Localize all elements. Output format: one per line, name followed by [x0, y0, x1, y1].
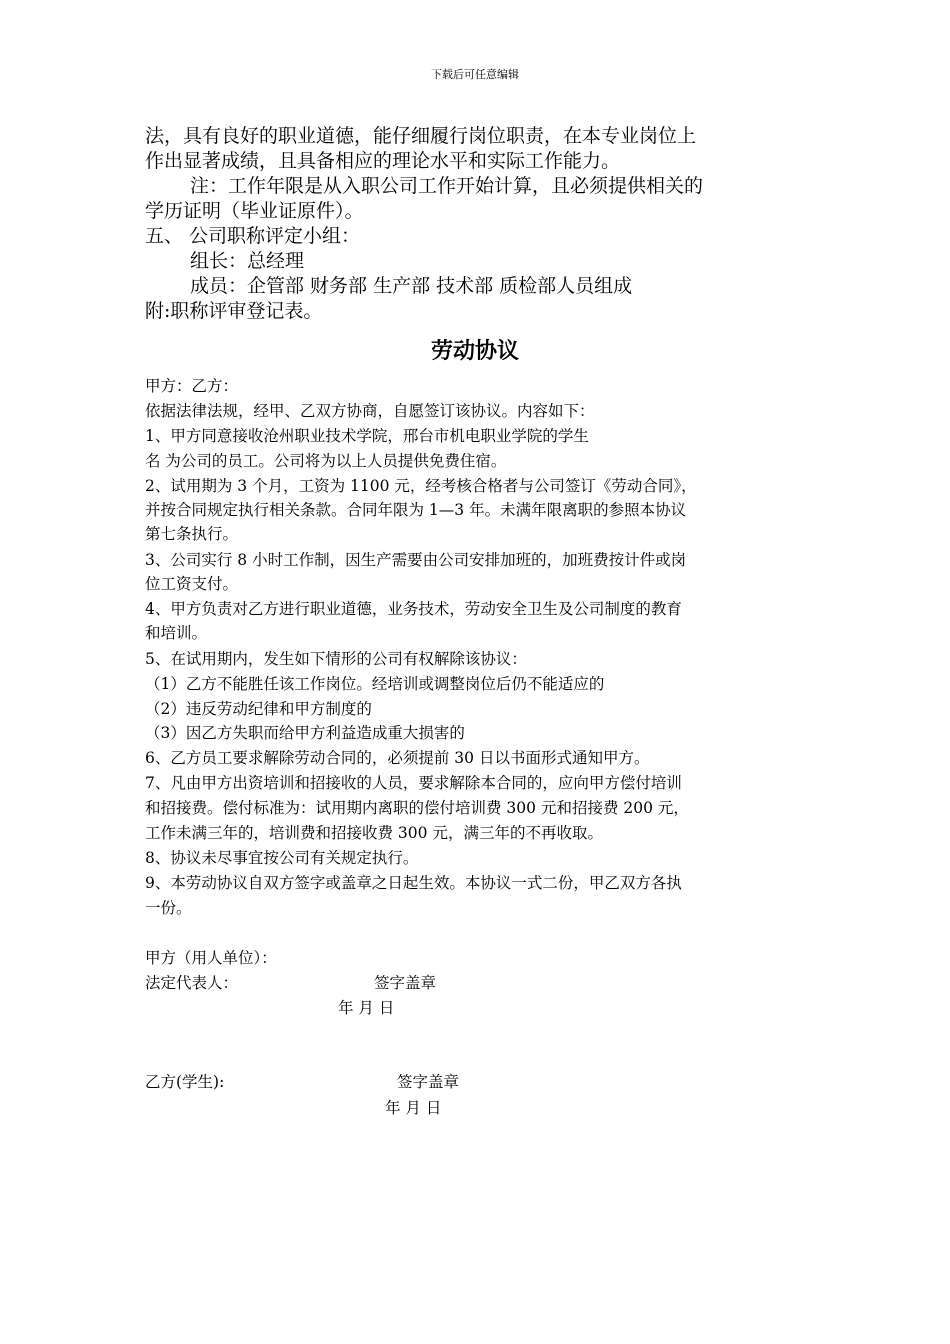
legal-rep-label: 法定代表人：	[145, 974, 239, 992]
text-line: 位工资支付。	[145, 575, 239, 593]
text-line: 一份。	[145, 899, 192, 917]
party-b-label: 乙方(学生):	[145, 1073, 225, 1091]
text-line: 学历证明（毕业证原件）。	[145, 200, 364, 222]
text-line: 法，具有良好的职业道德，能仔细履行岗位职责，在本专业岗位上	[145, 125, 697, 147]
clause-3: 3、公司实行 8 小时工作制，因生产需要由公司安排加班的，加班费按计件或岗	[145, 551, 687, 569]
clause-4: 4、甲方负责对乙方进行职业道德，业务技术，劳动安全卫生及公司制度的教育	[145, 600, 682, 618]
sub-clause: （3）因乙方失职而给甲方利益造成重大损害的	[145, 724, 465, 742]
sub-clause: （2）违反劳动纪律和甲方制度的	[145, 700, 372, 718]
date-b: 年 月 日	[385, 1099, 442, 1117]
sign-seal-a: 签字盖章	[374, 974, 437, 992]
clause-8: 8、协议未尽事宜按公司有关规定执行。	[145, 849, 419, 867]
text-line: 工作未满三年的，培训费和招接收费 300 元，满三年的不再收取。	[145, 824, 603, 842]
attachment-line: 附:职称评审登记表。	[145, 300, 323, 322]
clause-5: 5、在试用期内，发生如下情形的公司有权解除该协议：	[145, 650, 527, 668]
date-a: 年 月 日	[338, 999, 395, 1017]
clause-6: 6、乙方员工要求解除劳动合同的，必须提前 30 日以书面形式通知甲方。	[145, 749, 650, 767]
committee-members: 成员：企管部 财务部 生产部 技术部 质检部人员组成	[190, 275, 633, 297]
note-line: 注：工作年限是从入职公司工作开始计算，且必须提供相关的	[190, 175, 704, 197]
text-line: 名 为公司的员工。公司将为以上人员提供免费住宿。	[145, 452, 507, 470]
clause-2: 2、试用期为 3 个月，工资为 1100 元，经考核合格者与公司签订《劳动合同》，	[145, 477, 697, 495]
text-line: 和招接费。偿付标准为：试用期内离职的偿付培训费 300 元和招接费 200 元，	[145, 799, 689, 817]
clause-1: 1、甲方同意接收沧州职业技术学院，邢台市机电职业学院的学生	[145, 427, 589, 445]
text-line: 第七条执行。	[145, 525, 239, 543]
section-heading: 五、 公司职称评定小组：	[145, 225, 361, 247]
committee-leader: 组长：总经理	[190, 250, 305, 272]
party-a-label: 甲方（用人单位）：	[145, 949, 277, 967]
clause-7: 7、凡由甲方出资培训和招接收的人员，要求解除本合同的，应向甲方偿付培训	[145, 774, 682, 792]
page-header: 下载后可任意编辑	[431, 68, 519, 81]
text-line: 并按合同规定执行相关条款。合同年限为 1—3 年。未满年限离职的参照本协议	[145, 501, 687, 519]
text-line: 和培训。	[145, 624, 208, 642]
text-line: 作出显著成绩，且具备相应的理论水平和实际工作能力。	[145, 150, 621, 172]
text-line: 依据法律法规，经甲、乙双方协商，自愿签订该协议。内容如下：	[145, 402, 595, 420]
document-title: 劳动协议	[430, 339, 519, 364]
sign-seal-b: 签字盖章	[397, 1073, 460, 1091]
parties-line: 甲方：乙方：	[145, 377, 239, 395]
clause-9: 9、本劳动协议自双方签字或盖章之日起生效。本协议一式二份，甲乙双方各执	[145, 874, 682, 892]
sub-clause: （1）乙方不能胜任该工作岗位。经培训或调整岗位后仍不能适应的	[145, 675, 605, 693]
